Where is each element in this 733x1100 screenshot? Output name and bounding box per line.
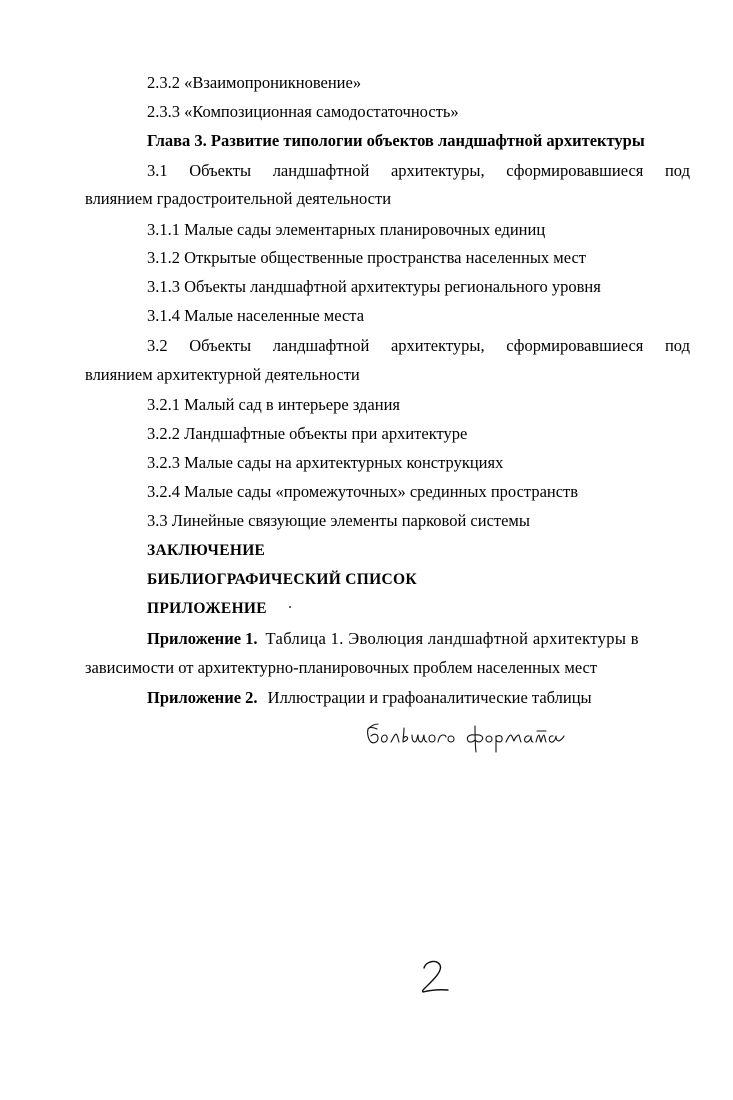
stray-mark: [289, 606, 291, 608]
toc-entry-3-1-continuation: влиянием градостроительной деятельности: [85, 189, 392, 208]
appendix-1-text-wrap: [266, 629, 690, 649]
toc-word: архитектуры,: [390, 336, 485, 355]
toc-word: ландшафтной: [272, 336, 370, 355]
toc-appendix: ПРИЛОЖЕНИЕ: [147, 600, 267, 617]
toc-bibliography: БИБЛИОГРАФИЧЕСКИЙ СПИСОК: [147, 571, 417, 588]
toc-entry-2-3-3: 2.3.3 «Композиционная самодостаточность»: [147, 102, 459, 121]
toc-word: Объекты: [189, 161, 252, 180]
toc-word: 3.2: [147, 336, 168, 355]
toc-chapter-3-heading: Глава 3. Развитие типологии объектов ландшафтной архитектуры: [147, 131, 645, 150]
toc-entry-3-1-4: 3.1.4 Малые населенные места: [147, 306, 365, 325]
appendix-1-label: Приложение 1.: [147, 629, 258, 648]
toc-entry-3-2-2: 3.2.2 Ландшафтные объекты при архитектуре: [147, 424, 468, 443]
appendix-1-text: Таблица 1. Эволюция ландшафтной архитектуры в: [265, 629, 639, 648]
toc-entry-3-1-2: 3.1.2 Открытые общественные пространства населенных мест: [147, 248, 587, 267]
appendix-2-text: Иллюстрации и графоаналитические таблицы: [267, 688, 592, 707]
toc-word: 3.1: [147, 161, 168, 180]
toc-appendix-1-continuation: зависимости от архитектурно-планировочных проблем населенных мест: [85, 658, 598, 677]
handwritten-note: [365, 715, 580, 755]
toc-word: сформировавшиеся: [506, 161, 644, 180]
toc-entry-3-1: [147, 161, 690, 181]
toc-appendix-2: [147, 688, 592, 708]
toc-word: сформировавшиеся: [506, 336, 644, 355]
toc-entry-3-2-3: 3.2.3 Малые сады на архитектурных конструкциях: [147, 453, 504, 472]
toc-word: Объекты: [189, 336, 252, 355]
toc-entry-3-2-continuation: влиянием архитектурной деятельности: [85, 365, 360, 384]
handwritten-page-number: [419, 958, 453, 994]
toc-word: под: [664, 161, 690, 180]
toc-entry-3-1-3: 3.1.3 Объекты ландшафтной архитектуры регионального уровня: [147, 277, 601, 296]
toc-entry-3-2-1: 3.2.1 Малый сад в интерьере здания: [147, 395, 401, 414]
toc-entry-3-1-1: 3.1.1 Малые сады элементарных планировочных единиц: [147, 220, 546, 239]
toc-conclusion: ЗАКЛЮЧЕНИЕ: [147, 542, 266, 559]
toc-entry-3-3: 3.3 Линейные связующие элементы парковой системы: [147, 511, 530, 530]
toc-word: архитектуры,: [390, 161, 485, 180]
toc-entry-2-3-2: 2.3.2 «Взаимопроникновение»: [147, 73, 362, 92]
appendix-2-label: Приложение 2.: [147, 688, 258, 707]
toc-entry-3-2: [147, 336, 690, 356]
toc-appendix-1: [147, 629, 690, 649]
toc-word: ландшафтной: [272, 161, 370, 180]
toc-word: под: [664, 336, 690, 355]
toc-entry-3-2-4: 3.2.4 Малые сады «промежуточных» срединных пространств: [147, 482, 579, 501]
